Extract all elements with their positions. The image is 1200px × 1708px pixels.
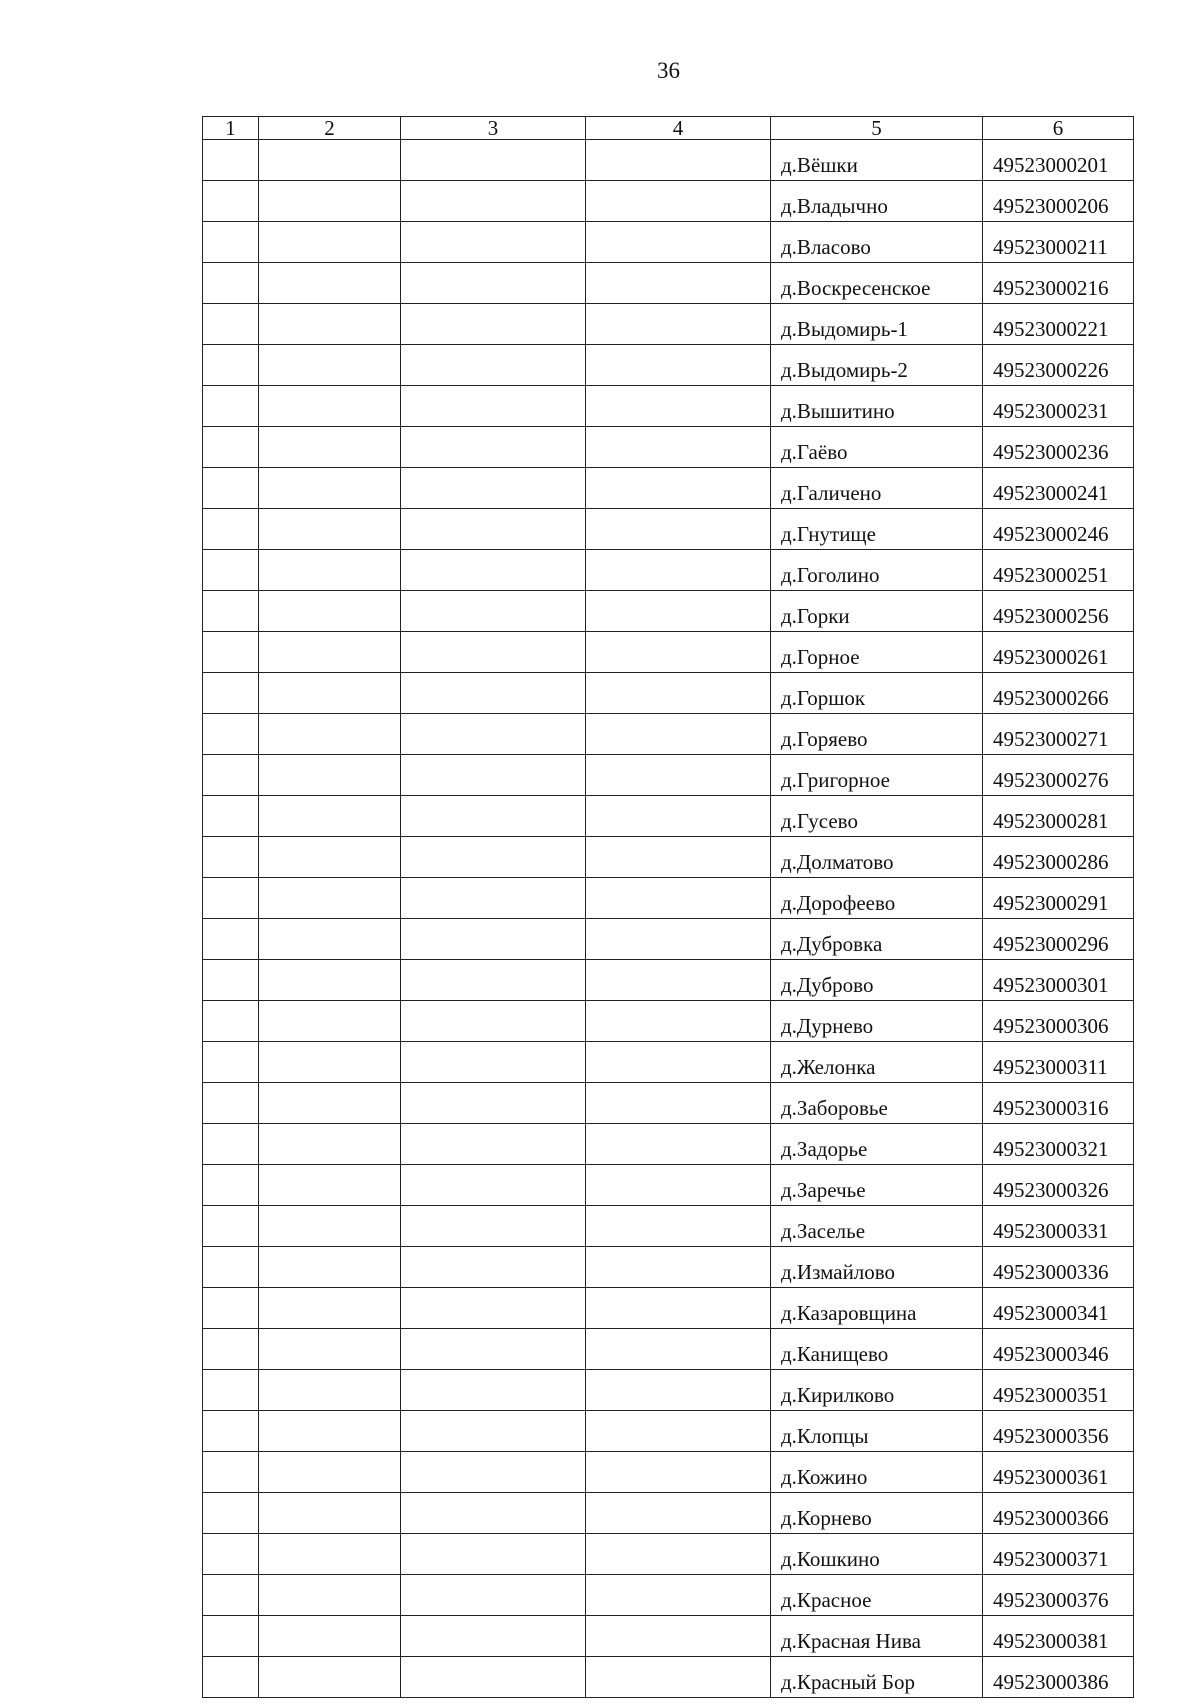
cell-col-3 bbox=[401, 632, 586, 673]
cell-col-2 bbox=[259, 919, 401, 960]
cell-col-3 bbox=[401, 1247, 586, 1288]
cell-col-2 bbox=[259, 1247, 401, 1288]
cell-col-3 bbox=[401, 1124, 586, 1165]
cell-col-2 bbox=[259, 1329, 401, 1370]
cell-col-4 bbox=[586, 673, 771, 714]
table-row bbox=[203, 1534, 1134, 1575]
table-row bbox=[203, 591, 1134, 632]
cell-col-1 bbox=[203, 1165, 259, 1206]
cell-oktmo-code: 49523000201 bbox=[983, 140, 1134, 181]
cell-col-2 bbox=[259, 1042, 401, 1083]
cell-oktmo-code: 49523000371 bbox=[983, 1534, 1134, 1575]
cell-oktmo-code: 49523000296 bbox=[983, 919, 1134, 960]
cell-settlement-name: д.Желонка bbox=[771, 1042, 983, 1083]
cell-col-2 bbox=[259, 755, 401, 796]
cell-col-3 bbox=[401, 837, 586, 878]
cell-col-1 bbox=[203, 1206, 259, 1247]
cell-col-4 bbox=[586, 1288, 771, 1329]
cell-col-3 bbox=[401, 1657, 586, 1698]
cell-oktmo-code: 49523000356 bbox=[983, 1411, 1134, 1452]
cell-col-3 bbox=[401, 1370, 586, 1411]
cell-col-3 bbox=[401, 755, 586, 796]
cell-settlement-name: д.Дуброво bbox=[771, 960, 983, 1001]
cell-col-2 bbox=[259, 386, 401, 427]
cell-oktmo-code: 49523000231 bbox=[983, 386, 1134, 427]
column-header-3: 3 bbox=[401, 117, 586, 140]
cell-col-4 bbox=[586, 878, 771, 919]
cell-col-3 bbox=[401, 1534, 586, 1575]
cell-oktmo-code: 49523000291 bbox=[983, 878, 1134, 919]
cell-col-2 bbox=[259, 181, 401, 222]
table-row bbox=[203, 427, 1134, 468]
cell-col-1 bbox=[203, 755, 259, 796]
cell-col-1 bbox=[203, 1042, 259, 1083]
cell-col-2 bbox=[259, 591, 401, 632]
cell-col-1 bbox=[203, 673, 259, 714]
table-row bbox=[203, 673, 1134, 714]
cell-col-1 bbox=[203, 878, 259, 919]
cell-col-3 bbox=[401, 796, 586, 837]
cell-col-3 bbox=[401, 1575, 586, 1616]
cell-settlement-name: д.Выдомирь-1 bbox=[771, 304, 983, 345]
cell-col-2 bbox=[259, 1370, 401, 1411]
cell-col-4 bbox=[586, 919, 771, 960]
table-row bbox=[203, 960, 1134, 1001]
cell-col-3 bbox=[401, 1165, 586, 1206]
cell-col-3 bbox=[401, 1001, 586, 1042]
cell-col-2 bbox=[259, 632, 401, 673]
table-row bbox=[203, 304, 1134, 345]
cell-col-2 bbox=[259, 1288, 401, 1329]
table-row bbox=[203, 919, 1134, 960]
column-header-4: 4 bbox=[586, 117, 771, 140]
cell-settlement-name: д.Заборовье bbox=[771, 1083, 983, 1124]
cell-col-3 bbox=[401, 222, 586, 263]
cell-settlement-name: д.Кошкино bbox=[771, 1534, 983, 1575]
cell-col-4 bbox=[586, 1001, 771, 1042]
column-header-2: 2 bbox=[259, 117, 401, 140]
table-row bbox=[203, 1247, 1134, 1288]
cell-col-3 bbox=[401, 878, 586, 919]
table-row bbox=[203, 468, 1134, 509]
cell-col-2 bbox=[259, 1165, 401, 1206]
cell-col-2 bbox=[259, 1124, 401, 1165]
table-row bbox=[203, 140, 1134, 181]
cell-col-3 bbox=[401, 140, 586, 181]
table-row bbox=[203, 632, 1134, 673]
cell-col-2 bbox=[259, 960, 401, 1001]
cell-settlement-name: д.Красный Бор bbox=[771, 1657, 983, 1698]
cell-col-4 bbox=[586, 796, 771, 837]
column-header-6: 6 bbox=[983, 117, 1134, 140]
cell-col-3 bbox=[401, 1042, 586, 1083]
cell-col-4 bbox=[586, 1206, 771, 1247]
cell-col-4 bbox=[586, 591, 771, 632]
cell-col-2 bbox=[259, 1001, 401, 1042]
table-body bbox=[203, 117, 1134, 1698]
cell-oktmo-code: 49523000286 bbox=[983, 837, 1134, 878]
cell-col-2 bbox=[259, 1083, 401, 1124]
cell-oktmo-code: 49523000261 bbox=[983, 632, 1134, 673]
table-row bbox=[203, 796, 1134, 837]
table-row bbox=[203, 509, 1134, 550]
table-row bbox=[203, 1452, 1134, 1493]
cell-settlement-name: д.Горки bbox=[771, 591, 983, 632]
cell-settlement-name: д.Вышитино bbox=[771, 386, 983, 427]
table-header-row bbox=[203, 117, 1134, 140]
cell-col-4 bbox=[586, 1329, 771, 1370]
cell-settlement-name: д.Дубровка bbox=[771, 919, 983, 960]
cell-col-3 bbox=[401, 960, 586, 1001]
cell-col-2 bbox=[259, 1411, 401, 1452]
cell-col-2 bbox=[259, 468, 401, 509]
cell-col-4 bbox=[586, 837, 771, 878]
cell-oktmo-code: 49523000246 bbox=[983, 509, 1134, 550]
cell-col-1 bbox=[203, 1083, 259, 1124]
cell-col-4 bbox=[586, 386, 771, 427]
cell-col-3 bbox=[401, 181, 586, 222]
cell-col-1 bbox=[203, 140, 259, 181]
cell-col-2 bbox=[259, 304, 401, 345]
cell-col-1 bbox=[203, 1657, 259, 1698]
cell-oktmo-code: 49523000346 bbox=[983, 1329, 1134, 1370]
cell-col-4 bbox=[586, 1616, 771, 1657]
cell-settlement-name: д.Владычно bbox=[771, 181, 983, 222]
cell-col-1 bbox=[203, 1001, 259, 1042]
cell-col-1 bbox=[203, 386, 259, 427]
cell-settlement-name: д.Гаёво bbox=[771, 427, 983, 468]
cell-col-4 bbox=[586, 714, 771, 755]
cell-col-4 bbox=[586, 1042, 771, 1083]
cell-oktmo-code: 49523000351 bbox=[983, 1370, 1134, 1411]
cell-oktmo-code: 49523000366 bbox=[983, 1493, 1134, 1534]
table-row bbox=[203, 1657, 1134, 1698]
cell-col-3 bbox=[401, 714, 586, 755]
cell-col-3 bbox=[401, 345, 586, 386]
column-header-1: 1 bbox=[203, 117, 259, 140]
cell-col-3 bbox=[401, 468, 586, 509]
cell-col-4 bbox=[586, 509, 771, 550]
column-header-5: 5 bbox=[771, 117, 983, 140]
table-row bbox=[203, 1370, 1134, 1411]
cell-col-4 bbox=[586, 1452, 771, 1493]
cell-col-3 bbox=[401, 1288, 586, 1329]
cell-col-3 bbox=[401, 509, 586, 550]
table-row bbox=[203, 878, 1134, 919]
cell-oktmo-code: 49523000311 bbox=[983, 1042, 1134, 1083]
cell-col-3 bbox=[401, 1493, 586, 1534]
cell-col-4 bbox=[586, 1575, 771, 1616]
cell-col-2 bbox=[259, 345, 401, 386]
cell-oktmo-code: 49523000306 bbox=[983, 1001, 1134, 1042]
cell-settlement-name: д.Власово bbox=[771, 222, 983, 263]
cell-col-3 bbox=[401, 1083, 586, 1124]
cell-col-4 bbox=[586, 181, 771, 222]
cell-col-4 bbox=[586, 1657, 771, 1698]
cell-col-4 bbox=[586, 468, 771, 509]
table-row bbox=[203, 1288, 1134, 1329]
cell-col-1 bbox=[203, 345, 259, 386]
cell-settlement-name: д.Казаровщина bbox=[771, 1288, 983, 1329]
cell-col-4 bbox=[586, 427, 771, 468]
cell-col-2 bbox=[259, 263, 401, 304]
cell-settlement-name: д.Вёшки bbox=[771, 140, 983, 181]
cell-col-2 bbox=[259, 1206, 401, 1247]
cell-col-4 bbox=[586, 304, 771, 345]
cell-col-1 bbox=[203, 304, 259, 345]
cell-settlement-name: д.Гоголино bbox=[771, 550, 983, 591]
cell-col-1 bbox=[203, 427, 259, 468]
settlement-table bbox=[202, 116, 1134, 1698]
cell-settlement-name: д.Клопцы bbox=[771, 1411, 983, 1452]
cell-settlement-name: д.Выдомирь-2 bbox=[771, 345, 983, 386]
cell-col-3 bbox=[401, 1329, 586, 1370]
cell-oktmo-code: 49523000236 bbox=[983, 427, 1134, 468]
cell-oktmo-code: 49523000301 bbox=[983, 960, 1134, 1001]
table-row bbox=[203, 1165, 1134, 1206]
cell-col-1 bbox=[203, 550, 259, 591]
table-row bbox=[203, 181, 1134, 222]
cell-col-4 bbox=[586, 960, 771, 1001]
cell-col-3 bbox=[401, 550, 586, 591]
cell-col-4 bbox=[586, 1534, 771, 1575]
cell-col-3 bbox=[401, 427, 586, 468]
table-row bbox=[203, 222, 1134, 263]
cell-col-1 bbox=[203, 919, 259, 960]
cell-settlement-name: д.Кирилково bbox=[771, 1370, 983, 1411]
cell-col-1 bbox=[203, 714, 259, 755]
cell-oktmo-code: 49523000281 bbox=[983, 796, 1134, 837]
cell-col-3 bbox=[401, 263, 586, 304]
cell-col-4 bbox=[586, 1247, 771, 1288]
table-row bbox=[203, 550, 1134, 591]
table-row bbox=[203, 755, 1134, 796]
table-row bbox=[203, 1411, 1134, 1452]
cell-col-4 bbox=[586, 1493, 771, 1534]
cell-col-1 bbox=[203, 509, 259, 550]
cell-col-2 bbox=[259, 1616, 401, 1657]
table-row bbox=[203, 386, 1134, 427]
cell-oktmo-code: 49523000256 bbox=[983, 591, 1134, 632]
cell-settlement-name: д.Заселье bbox=[771, 1206, 983, 1247]
cell-col-1 bbox=[203, 796, 259, 837]
cell-oktmo-code: 49523000321 bbox=[983, 1124, 1134, 1165]
cell-col-4 bbox=[586, 345, 771, 386]
cell-col-4 bbox=[586, 1370, 771, 1411]
cell-oktmo-code: 49523000251 bbox=[983, 550, 1134, 591]
cell-col-2 bbox=[259, 673, 401, 714]
cell-col-3 bbox=[401, 386, 586, 427]
cell-oktmo-code: 49523000221 bbox=[983, 304, 1134, 345]
cell-col-1 bbox=[203, 468, 259, 509]
cell-oktmo-code: 49523000331 bbox=[983, 1206, 1134, 1247]
cell-col-4 bbox=[586, 1411, 771, 1452]
cell-oktmo-code: 49523000216 bbox=[983, 263, 1134, 304]
cell-settlement-name: д.Горяево bbox=[771, 714, 983, 755]
cell-col-1 bbox=[203, 1493, 259, 1534]
cell-col-2 bbox=[259, 222, 401, 263]
cell-settlement-name: д.Долматово bbox=[771, 837, 983, 878]
cell-col-1 bbox=[203, 960, 259, 1001]
cell-settlement-name: д.Гнутище bbox=[771, 509, 983, 550]
cell-oktmo-code: 49523000376 bbox=[983, 1575, 1134, 1616]
table-row bbox=[203, 1206, 1134, 1247]
cell-col-1 bbox=[203, 1370, 259, 1411]
cell-settlement-name: д.Красное bbox=[771, 1575, 983, 1616]
cell-settlement-name: д.Заречье bbox=[771, 1165, 983, 1206]
cell-col-4 bbox=[586, 632, 771, 673]
cell-settlement-name: д.Гусево bbox=[771, 796, 983, 837]
table-row bbox=[203, 714, 1134, 755]
cell-col-4 bbox=[586, 1083, 771, 1124]
table-row bbox=[203, 1124, 1134, 1165]
cell-settlement-name: д.Галичено bbox=[771, 468, 983, 509]
cell-col-3 bbox=[401, 919, 586, 960]
cell-oktmo-code: 49523000336 bbox=[983, 1247, 1134, 1288]
cell-col-1 bbox=[203, 1124, 259, 1165]
table-row bbox=[203, 1616, 1134, 1657]
cell-col-2 bbox=[259, 1534, 401, 1575]
cell-settlement-name: д.Канищево bbox=[771, 1329, 983, 1370]
cell-oktmo-code: 49523000206 bbox=[983, 181, 1134, 222]
cell-col-1 bbox=[203, 1452, 259, 1493]
cell-col-4 bbox=[586, 222, 771, 263]
cell-settlement-name: д.Дорофеево bbox=[771, 878, 983, 919]
table-row bbox=[203, 263, 1134, 304]
cell-col-4 bbox=[586, 140, 771, 181]
cell-oktmo-code: 49523000271 bbox=[983, 714, 1134, 755]
cell-oktmo-code: 49523000226 bbox=[983, 345, 1134, 386]
table-row bbox=[203, 1001, 1134, 1042]
cell-settlement-name: д.Кожино bbox=[771, 1452, 983, 1493]
cell-oktmo-code: 49523000276 bbox=[983, 755, 1134, 796]
cell-col-3 bbox=[401, 1452, 586, 1493]
cell-col-2 bbox=[259, 1575, 401, 1616]
cell-col-1 bbox=[203, 181, 259, 222]
cell-col-2 bbox=[259, 1657, 401, 1698]
cell-col-4 bbox=[586, 550, 771, 591]
cell-oktmo-code: 49523000241 bbox=[983, 468, 1134, 509]
cell-settlement-name: д.Красная Нива bbox=[771, 1616, 983, 1657]
cell-col-3 bbox=[401, 1411, 586, 1452]
cell-col-2 bbox=[259, 837, 401, 878]
table-row bbox=[203, 1575, 1134, 1616]
cell-col-1 bbox=[203, 837, 259, 878]
cell-settlement-name: д.Задорье bbox=[771, 1124, 983, 1165]
cell-oktmo-code: 49523000316 bbox=[983, 1083, 1134, 1124]
cell-oktmo-code: 49523000211 bbox=[983, 222, 1134, 263]
cell-oktmo-code: 49523000361 bbox=[983, 1452, 1134, 1493]
cell-col-2 bbox=[259, 714, 401, 755]
cell-col-2 bbox=[259, 878, 401, 919]
cell-col-1 bbox=[203, 222, 259, 263]
cell-settlement-name: д.Воскресенское bbox=[771, 263, 983, 304]
cell-col-1 bbox=[203, 1616, 259, 1657]
page-number: 36 bbox=[657, 58, 680, 83]
cell-col-1 bbox=[203, 632, 259, 673]
cell-col-1 bbox=[203, 1329, 259, 1370]
cell-col-3 bbox=[401, 304, 586, 345]
cell-col-4 bbox=[586, 1165, 771, 1206]
cell-settlement-name: д.Корнево bbox=[771, 1493, 983, 1534]
cell-oktmo-code: 49523000266 bbox=[983, 673, 1134, 714]
cell-col-1 bbox=[203, 1575, 259, 1616]
cell-col-3 bbox=[401, 591, 586, 632]
cell-col-3 bbox=[401, 1206, 586, 1247]
cell-col-4 bbox=[586, 755, 771, 796]
cell-col-3 bbox=[401, 673, 586, 714]
cell-oktmo-code: 49523000326 bbox=[983, 1165, 1134, 1206]
table-row bbox=[203, 345, 1134, 386]
cell-settlement-name: д.Измайлово bbox=[771, 1247, 983, 1288]
cell-col-1 bbox=[203, 1247, 259, 1288]
table-row bbox=[203, 837, 1134, 878]
cell-col-4 bbox=[586, 1124, 771, 1165]
cell-col-1 bbox=[203, 591, 259, 632]
cell-settlement-name: д.Горшок bbox=[771, 673, 983, 714]
cell-settlement-name: д.Горное bbox=[771, 632, 983, 673]
cell-col-2 bbox=[259, 1452, 401, 1493]
cell-col-2 bbox=[259, 550, 401, 591]
cell-col-2 bbox=[259, 1493, 401, 1534]
cell-settlement-name: д.Григорное bbox=[771, 755, 983, 796]
cell-col-1 bbox=[203, 263, 259, 304]
table-row bbox=[203, 1493, 1134, 1534]
cell-settlement-name: д.Дурнево bbox=[771, 1001, 983, 1042]
cell-oktmo-code: 49523000381 bbox=[983, 1616, 1134, 1657]
cell-col-3 bbox=[401, 1616, 586, 1657]
cell-col-1 bbox=[203, 1411, 259, 1452]
table-row bbox=[203, 1083, 1134, 1124]
table-row bbox=[203, 1329, 1134, 1370]
cell-col-1 bbox=[203, 1534, 259, 1575]
cell-oktmo-code: 49523000341 bbox=[983, 1288, 1134, 1329]
cell-col-2 bbox=[259, 509, 401, 550]
table-row bbox=[203, 1042, 1134, 1083]
cell-col-1 bbox=[203, 1288, 259, 1329]
cell-col-4 bbox=[586, 263, 771, 304]
cell-oktmo-code: 49523000386 bbox=[983, 1657, 1134, 1698]
cell-col-2 bbox=[259, 796, 401, 837]
cell-col-2 bbox=[259, 427, 401, 468]
cell-col-2 bbox=[259, 140, 401, 181]
